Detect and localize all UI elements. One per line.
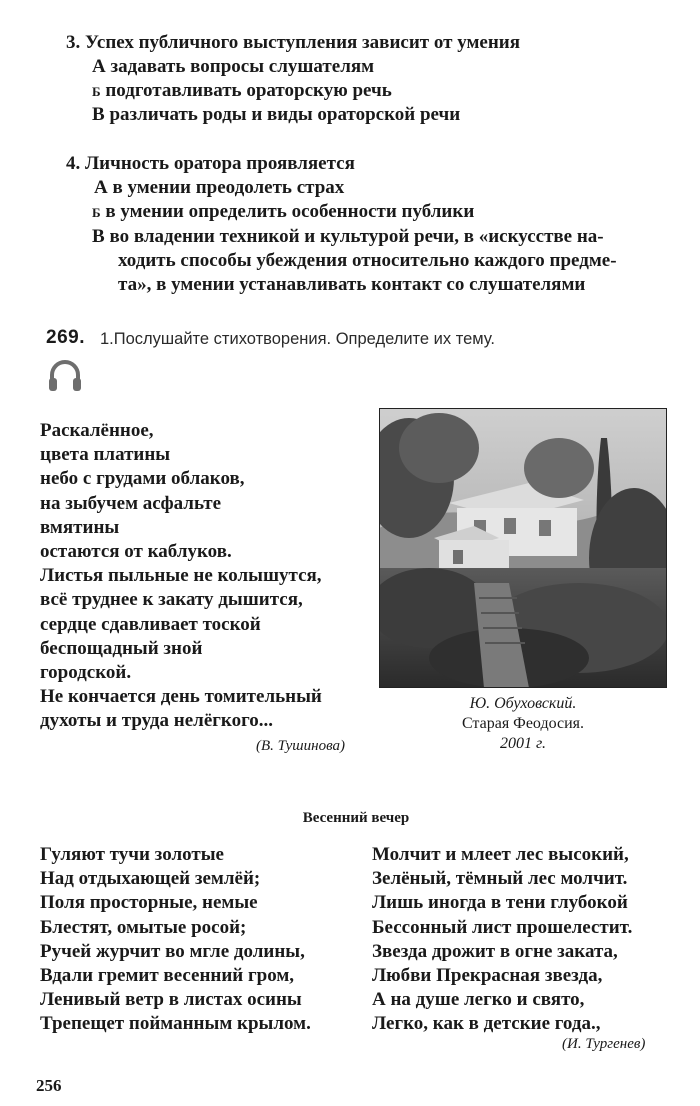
poem-line: сердце сдавливает тоской <box>40 613 261 635</box>
poem-line: Лишь иногда в тени глубокой <box>372 892 628 914</box>
poem2-author: (И. Тургенев) <box>562 1036 646 1052</box>
poem-line: Блестят, омытые росой; <box>40 916 247 938</box>
poem-line: Поля просторные, немые <box>40 892 258 914</box>
question-4-option-c: В во владении техникой и культурой речи, в «искусстве на- <box>92 226 604 247</box>
poem-line: Любви Прекрасная звезда, <box>372 965 603 987</box>
exercise-number: 269. <box>46 327 85 348</box>
poem-line: А на душе легко и свято, <box>372 989 585 1011</box>
poem-line: вмятины <box>40 516 120 538</box>
painting-year: 2001 г. <box>499 735 547 752</box>
poem1 <box>40 419 322 734</box>
painting-image <box>379 408 667 688</box>
painting-artist: Ю. Обуховский. <box>469 695 577 712</box>
poem-line: Листья пыльные не колышутся, <box>40 565 322 587</box>
poem-line: городской. <box>40 662 132 684</box>
poem-line: всё труднее к закату дышится, <box>40 589 303 611</box>
headphones-icon <box>45 355 85 395</box>
poem-line: на зыбучем асфальте <box>40 492 222 514</box>
poem-line: духоты и труда нелёгкого... <box>40 710 274 732</box>
poem-line: Ленивый ветр в листах осины <box>40 989 302 1011</box>
question-4-option-a: А в умении преодолеть страх <box>94 177 345 198</box>
poem-line: Гуляют тучи золотые <box>40 844 224 865</box>
poem-line: Молчит и млеет лес высокий, <box>372 844 629 865</box>
poem-line: Раскалённое, <box>40 420 154 441</box>
painting-caption <box>379 694 667 754</box>
poem-line: цвета платины <box>40 444 171 466</box>
poem2-column-1 <box>40 843 311 1037</box>
question-3-option-c: В различать роды и виды ораторской речи <box>92 104 461 125</box>
poem-line: Бессонный лист прошелестит. <box>372 916 633 938</box>
question-4-option-c-line3: та», в умении устанавливать контакт со слушателями <box>118 274 586 295</box>
question-3-option-a: А задавать вопросы слушателям <box>92 56 375 77</box>
poem-line: Трепещет пойманным крылом. <box>40 1013 311 1035</box>
poem-line: Вдали гремит весенний гром, <box>40 965 295 987</box>
poem-line: беспощадный зной <box>40 637 203 659</box>
poem-line: Легко, как в детские года., <box>372 1013 601 1035</box>
poem2-column-2 <box>372 843 632 1037</box>
question-4-stem: 4. Личность оратора проявляется <box>66 153 355 174</box>
poem2-title: Весенний вечер <box>302 810 410 826</box>
page-number: 256 <box>36 1076 62 1095</box>
painting-title: Старая Феодосия. <box>461 715 585 732</box>
exercise-task: 1.Послушайте стихотворения. Определите их тему. <box>100 330 495 348</box>
question-3-stem: 3. Успех публичного выступления зависит от умения <box>66 32 520 53</box>
poem1-author: (В. Тушинова) <box>256 738 345 754</box>
poem-line: остаются от каблуков. <box>40 541 232 563</box>
question-3-option-b: Б подготавливать ораторскую речь <box>92 80 392 101</box>
poem-line: Звезда дрожит в огне заката, <box>372 940 618 962</box>
poem-line: небо с грудами облаков, <box>40 468 245 490</box>
poem-line: Над отдыхающей землёй; <box>40 868 261 890</box>
poem-line: Не кончается день томительный <box>40 686 322 708</box>
poem-line: Зелёный, тёмный лес молчит. <box>372 868 628 890</box>
question-4-option-b: Б в умении определить особенности публики <box>92 201 475 222</box>
question-4-option-c-line2: ходить способы убеждения относительно каждого предме- <box>118 250 617 271</box>
poem-line: Ручей журчит во мгле долины, <box>40 940 305 962</box>
